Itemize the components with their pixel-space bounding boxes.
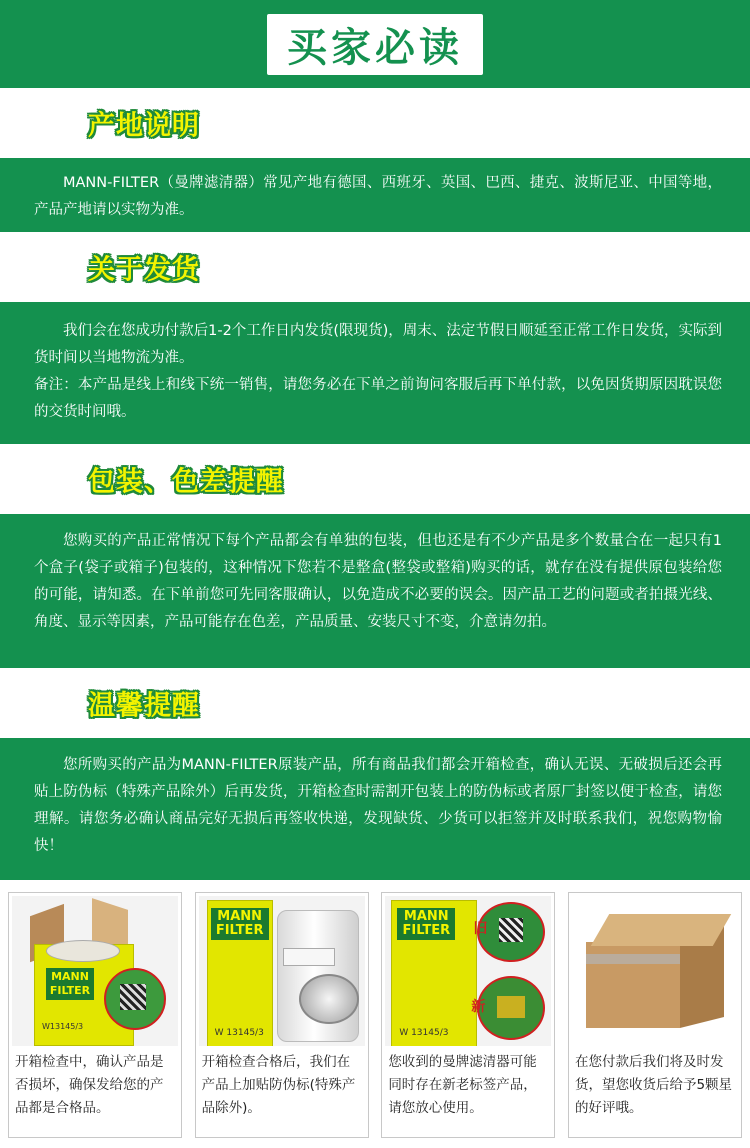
photo-strip [0,880,750,1148]
section-heading-reminder [0,668,750,738]
paragraph: 我们会在您成功付款后1-2个工作日内发货(限现货)，周末、法定节假日顺延至正常工作日发货，实际到货时间以当地物流为准。 [34,323,722,366]
section-body-origin [0,158,750,232]
photo-unboxing [12,896,178,1046]
section-title: 包装、色差提醒 [88,466,284,498]
paragraph: MANN-FILTER（曼牌滤清器）常见产地有德国、西班牙、英国、巴西、捷克、波斯尼亚、中国等地，产品产地请以实物为准。 [34,175,722,218]
section-heading-packaging [0,444,750,514]
paragraph-note: 备注：本产品是线上和线下统一销售，请您务必在下单之前询问客服后再下单付款，以免因货期原因耽误您的交货时间哦。 [34,377,722,420]
page-title: 买家必读 [267,14,483,75]
section-heading-origin [0,88,750,158]
photo-caption: 您收到的曼牌滤清器可能同时存在新老标签产品，请您放心使用。 [388,1054,537,1116]
photo-caption: 开箱检查中，确认产品是否损坏，确保发给您的产品都是合格品。 [15,1054,164,1116]
photo-shipping-box [572,896,738,1046]
section-title: 产地说明 [88,110,200,142]
mann-logo: MANN FILTER [211,908,269,940]
model-number: W 13145/3 [214,1028,264,1038]
photo-card-sticker [195,892,369,1138]
model-number: W 13145/3 [399,1028,449,1038]
old-tag: 旧 [473,921,488,937]
photo-old-new-labels [385,896,551,1046]
photo-card-shipping [568,892,742,1138]
model-number: W13145/3 [42,1022,84,1031]
section-heading-shipping [0,232,750,302]
new-tag: 新 [471,999,486,1015]
section-title: 关于发货 [88,254,200,286]
section-title: 温馨提醒 [88,690,200,722]
paragraph: 您购买的产品正常情况下每个产品都会有单独的包装，但也还是有不少产品是多个数量合在一起只有1个盒子(袋子或箱子)包装的，这种情况下您若不是整盒(整袋或整箱)购买的话，就存在没有提供原包装给您的可能，请知悉。在下单前您可先同客服确认，以免造成不必要的误会。因产品工艺的问题或者拍摄光线、角度、显示等因素，产品可能存在色差，产品质量、安装尺寸不变，介意请勿拍。 [34,533,722,630]
photo-card-unboxing [8,892,182,1138]
photo-caption: 开箱检查合格后，我们在产品上加贴防伪标(特殊产品除外)。 [201,1054,356,1116]
paragraph: 您所购买的产品为MANN-FILTER原装产品，所有商品我们都会开箱检查，确认无误、无破损后还会再贴上防伪标（特殊产品除外）后再发货，开箱检查时需割开包装上的防伪标或者原厂封签以便于检查，请您理解。请您务必确认商品完好无损后再签收快递，发现缺货、少货可以拒签并及时联系我们，祝您购物愉快！ [34,757,722,854]
section-body-packaging [0,514,750,668]
mann-logo: MANN FILTER [46,968,94,1000]
section-body-shipping [0,302,750,444]
photo-caption: 在您付款后我们将及时发货，望您收货后给予5颗星的好评哦。 [574,1054,733,1116]
photo-anti-counterfeit [199,896,365,1046]
section-body-reminder [0,738,750,880]
photo-card-labels [381,892,555,1138]
header-bar [0,0,750,88]
mann-logo: MANN FILTER [397,908,455,940]
